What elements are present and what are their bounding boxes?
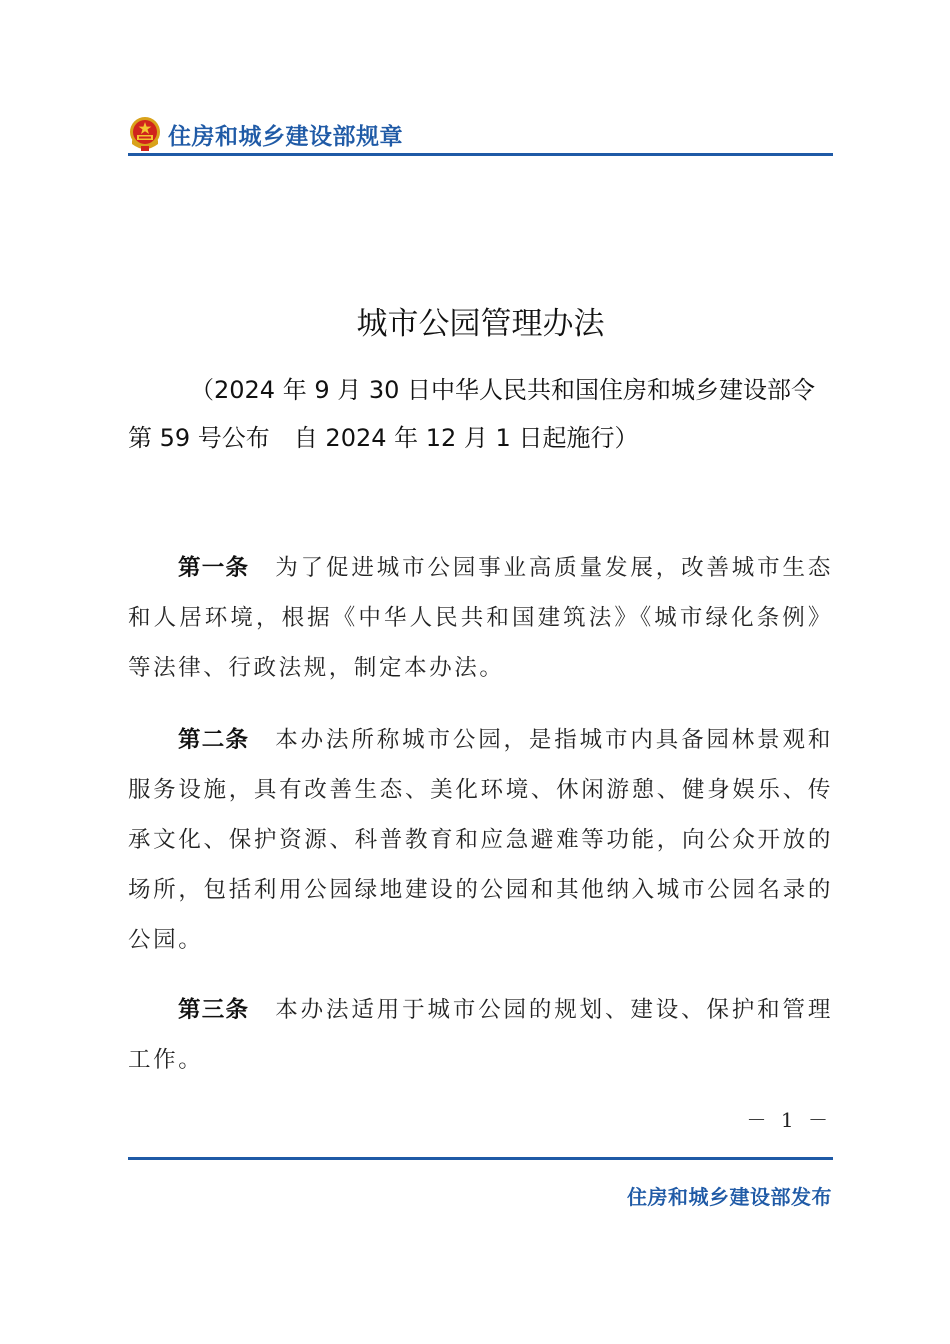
footer-divider <box>128 1157 833 1160</box>
article-number: 第一条 <box>178 555 250 581</box>
page-header <box>128 112 833 156</box>
header-divider <box>128 153 833 156</box>
article-3 <box>128 985 833 1085</box>
article-number: 第二条 <box>178 727 250 753</box>
article-1 <box>128 543 833 693</box>
article-text: 本办法所称城市公园，是指城市内具备园林景观和服务设施，具有改善生态、美化环境、休闲游憩、健身娱乐、传承文化、保护资源、科普教育和应急避难等功能，向公众开放的场所，包括利用公园绿地建设的公园和其他纳入城市公园名录的公园。 <box>128 727 833 953</box>
article-text: 为了促进城市公园事业高质量发展，改善城市生态和人居环境，根据《中华人民共和国建筑法》《城市绿化条例》等法律、行政法规，制定本办法。 <box>128 555 833 681</box>
article-2 <box>128 715 833 965</box>
footer-publisher: 住房和城乡建设部发布 <box>627 1185 832 1209</box>
document-title: 城市公园管理办法 <box>356 306 605 342</box>
article-text: 本办法适用于城市公园的规划、建设、保护和管理工作。 <box>128 997 833 1073</box>
article-number: 第三条 <box>178 997 250 1023</box>
page-number: － 1 － <box>746 1108 832 1132</box>
promulgation-note: （2024 年 9 月 30 日中华人民共和国住房和城乡建设部令第 59 号公布 自 2024 年 12 月 1 日起施行） <box>128 376 816 452</box>
national-emblem-icon <box>128 116 162 152</box>
header-title: 住房和城乡建设部规章 <box>168 124 403 150</box>
